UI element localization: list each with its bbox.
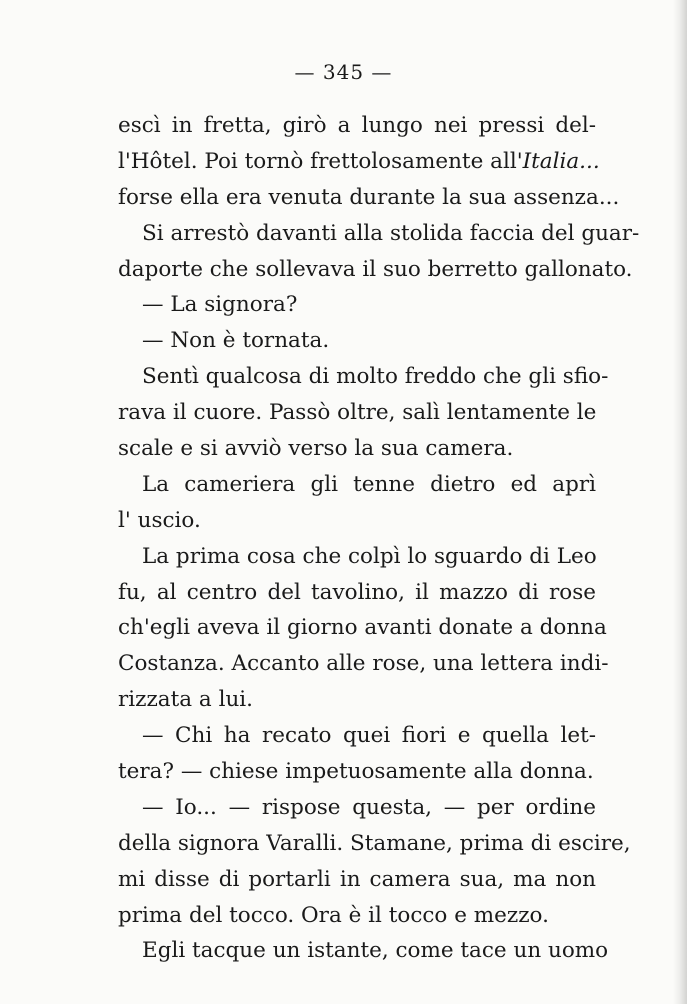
text-line: La cameriera gli tenne dietro ed aprì xyxy=(142,471,596,497)
text-line: della signora Varalli. Stamane, prima di escire, xyxy=(118,830,631,856)
page-number: — 345 — xyxy=(294,60,393,84)
italic-word: Italia... xyxy=(522,148,600,174)
text-line: scale e si avviò verso la sua camera. xyxy=(118,436,514,462)
text-line: daporte che sollevava il suo berretto gallonato. xyxy=(118,256,633,282)
text-line: Sentì qualcosa di molto freddo che gli sfio- xyxy=(142,364,609,390)
dialogue-line: tera? — chiese impetuosamente alla donna. xyxy=(118,759,594,785)
dialogue-line: — La signora? xyxy=(142,292,298,318)
text-line: fu, al centro del tavolino, il mazzo di rose xyxy=(118,579,596,605)
page-edge-shadow xyxy=(673,0,687,1004)
text-line: ch'egli aveva il giorno avanti donate a donna xyxy=(118,615,607,641)
dialogue-line: — Chi ha recato quei fiori e quella let- xyxy=(142,723,596,749)
dialogue-line: — Non è tornata. xyxy=(142,328,330,354)
text-line: Egli tacque un istante, come tace un uomo xyxy=(142,938,609,964)
text-line: prima del tocco. Ora è il tocco e mezzo. xyxy=(118,902,549,928)
text-line: Si arrestò davanti alla stolida faccia del guar- xyxy=(142,220,640,246)
text-line: mi disse di portarli in camera sua, ma non xyxy=(118,866,596,892)
text-line: Costanza. Accanto alle rose, una lettera indi- xyxy=(118,651,609,677)
text-line: forse ella era venuta durante la sua assenza... xyxy=(118,184,620,210)
text-line: l' uscio. xyxy=(118,507,201,533)
text-line: La prima cosa che colpì lo sguardo di Leo xyxy=(142,543,597,569)
text-line: rizzata a lui. xyxy=(118,687,254,713)
body-text xyxy=(118,108,640,969)
text-line: l'Hôtel. Poi tornò frettolosamente all'Italia... xyxy=(118,148,600,174)
dialogue-line: — Io... — rispose questa, — per ordine xyxy=(142,794,596,820)
text-line: rava il cuore. Passò oltre, salì lentamente le xyxy=(118,400,597,426)
text-line: escì in fretta, girò a lungo nei pressi del- xyxy=(118,113,596,138)
